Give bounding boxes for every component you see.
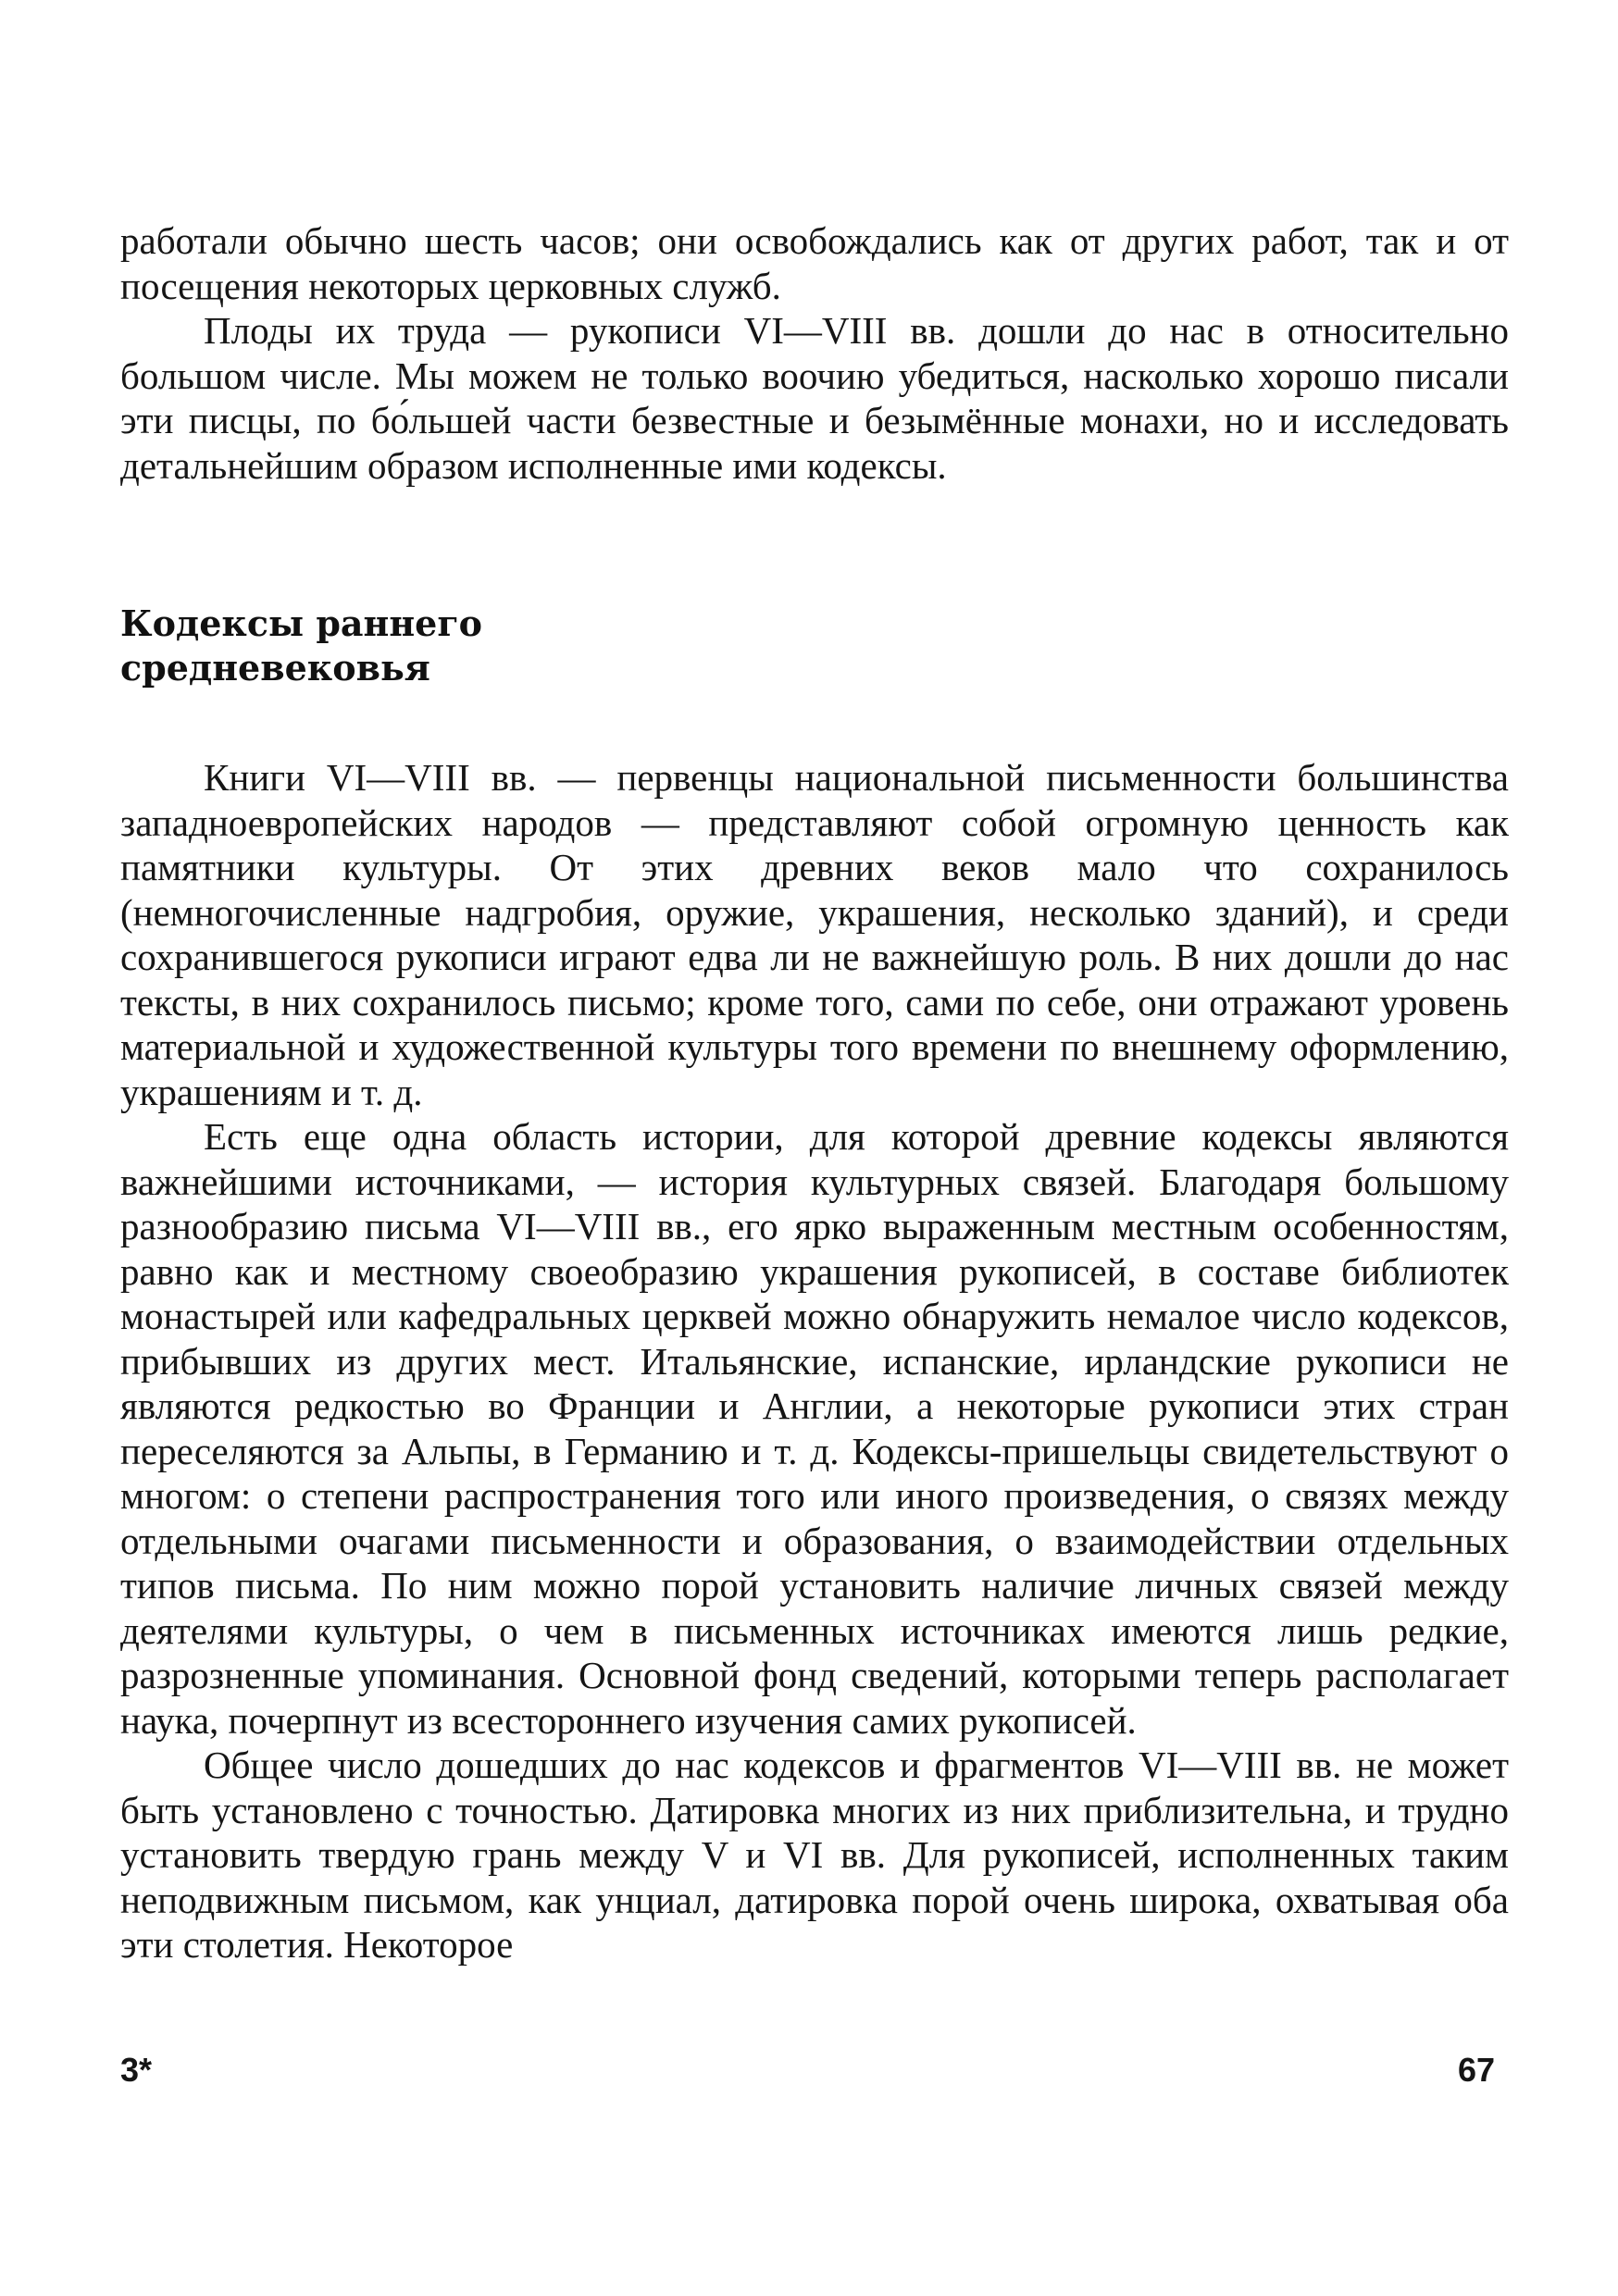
section-heading-line-1: Кодексы раннего	[120, 602, 482, 644]
intro-text-block	[120, 218, 1509, 488]
page-number: 67	[1458, 2051, 1496, 2089]
section-heading	[120, 602, 768, 690]
section-heading-line-2: средневековья	[120, 647, 430, 689]
body-paragraph-1: Книги VI—VIII вв. — первенцы национальной письменности большинства западноевропейских народов — представляют собой огромную ценность как памятники культуры. От этих древних веков мало что сохранилось (немногочисленные надгробия, оружие, украшения, несколько зданий), и среди сохранившегося рукописи играют едва ли не важнейшую роль. В них дошли до нас тексты, в них сохранилось письмо; кроме того, сами по себе, они отражают уровень материальной и художественной культуры того времени по внешнему оформлению, украшениям и т. д.	[120, 756, 1509, 1113]
section-body	[120, 755, 1509, 1967]
body-paragraph-2: Есть еще одна область истории, для которой древние кодексы являются важнейшими источниками, — история культурных связей. Благодаря большому разнообразию письма VI—VIII вв., его ярко выраженным местным особенностям, равно как и местному своеобразию украшения рукописей, в составе библиотек монастырей или кафедральных церквей можно обнаружить немалое число кодексов, прибывших из других мест. Итальянские, испанские, ирландские рукописи не являются редкостью во Франции и Англии, а некоторые рукописи этих стран переселяются за Альпы, в Германию и т. д. Кодексы-пришельцы свидетельствуют о многом: о степени распространения того или иного произведения, о связях между отдельными очагами письменности и образования, о взаимодействии отдельных типов письма. По ним можно порой установить наличие личных связей между деятелями культуры, о чем в письменных источниках имеются лишь редкие, разрозненные упоминания. Основной фонд сведений, которыми теперь располагает наука, почерпнут из всестороннего изучения самих рукописей.	[120, 1115, 1509, 1742]
signature-mark: 3*	[120, 2051, 153, 2089]
continuation-paragraph: работали обычно шесть часов; они освобождались как от других работ, так и от посещения некоторых церковных служб.	[120, 219, 1509, 307]
body-paragraph-3: Общее число дошедших до нас кодексов и фрагментов VI—VIII вв. не может быть установлено с точностью. Датировка многих из них приблизительна, и трудно установить твердую грань между V и VI вв. Для рукописей, исполненных таким неподвижным письмом, как унциал, датировка порой очень широка, охватывая оба эти столетия. Некоторое	[120, 1744, 1509, 1966]
intro-paragraph: Плоды их труда — рукописи VI—VIII вв. дошли до нас в относительно большом числе. Мы можем не только воочию убедиться, насколько хорошо писали эти писцы, по бо́льшей части безвестные и безымённые монахи, но и исследовать детальнейшим образом исполненные ими кодексы.	[120, 309, 1509, 487]
